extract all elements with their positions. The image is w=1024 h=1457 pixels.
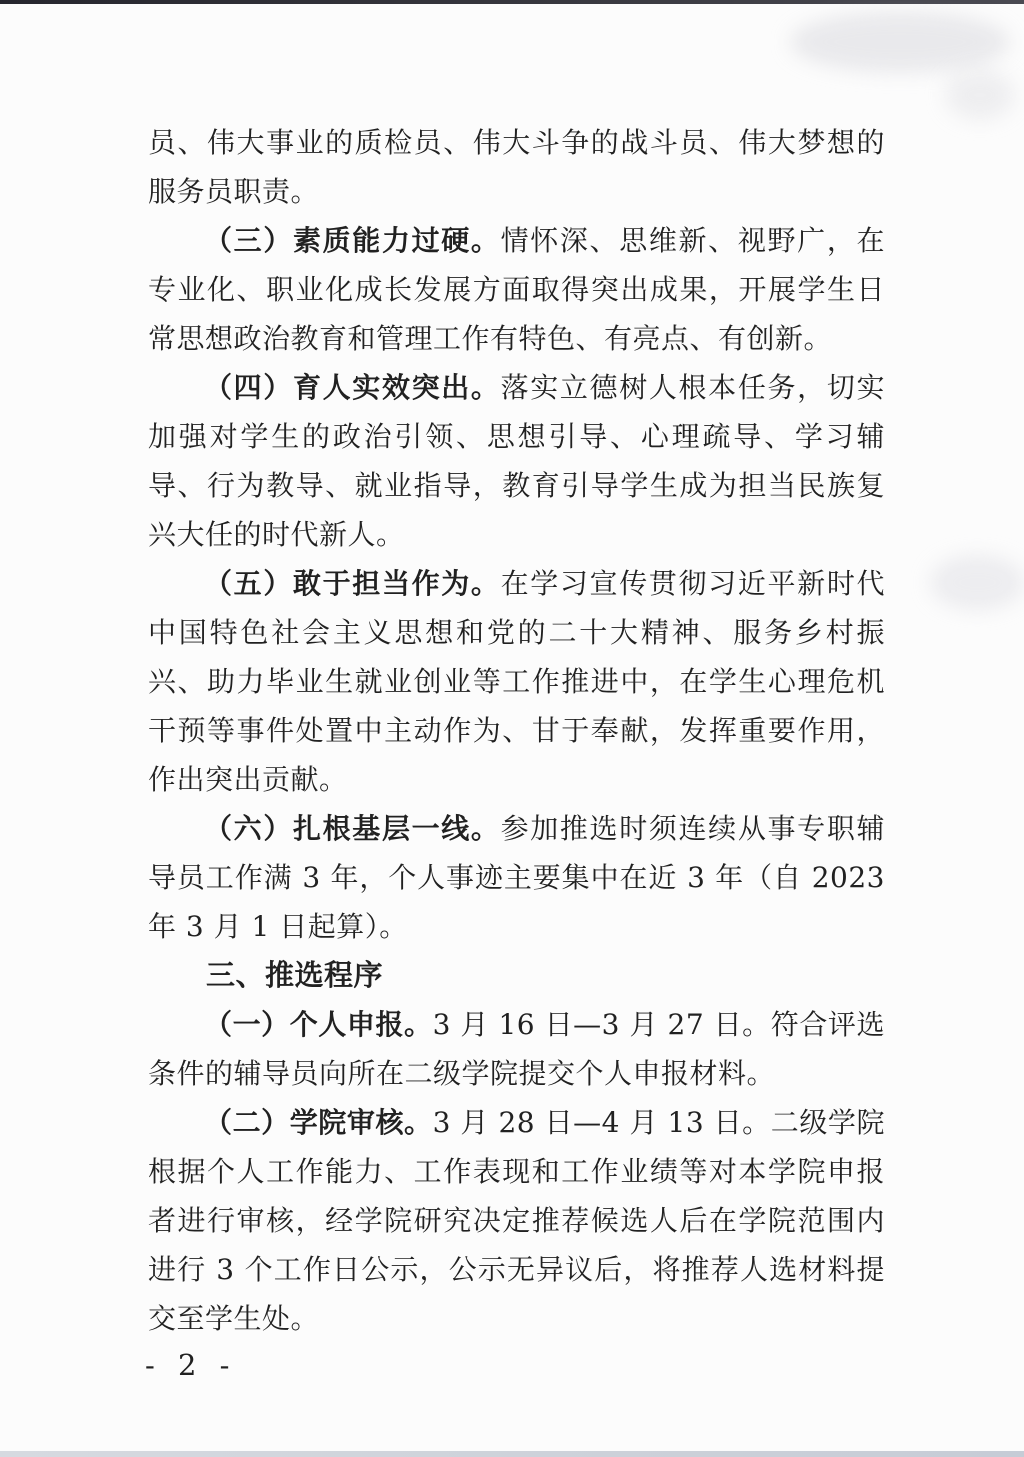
paragraph: （一）个人申报。3 月 16 日—3 月 27 日。符合评选条件的辅导员向所在二级学院提交个人申报材料。: [148, 1008, 885, 1090]
paragraph-lead: （六）扎根基层一线。: [204, 812, 501, 845]
paragraph-lead: （三）素质能力过硬。: [204, 224, 501, 257]
page-number: - 2 -: [145, 1348, 237, 1382]
paragraph: （三）素质能力过硬。情怀深、思维新、视野广，在专业化、职业化成长发展方面取得突出成果，开展学生日常思想政治教育和管理工作有特色、有亮点、有创新。: [148, 224, 885, 355]
scan-smudge: [930, 555, 1024, 610]
paragraph-lead: （一）个人申报。: [204, 1008, 433, 1041]
document-text-block: [148, 118, 885, 1343]
paragraph: 员、伟大事业的质检员、伟大斗争的战斗员、伟大梦想的服务员职责。: [148, 126, 885, 208]
scan-smudge: [790, 12, 1010, 72]
section-heading: 三、推选程序: [206, 958, 384, 992]
scan-bottom-edge-artifact: [0, 1451, 1024, 1457]
paragraph-lead: （四）育人实效突出。: [204, 371, 501, 404]
paragraph: （二）学院审核。3 月 28 日—4 月 13 日。二级学院根据个人工作能力、工作表现和工作业绩等对本学院申报者进行审核，经学院研究决定推荐候选人后在学院范围内进行 3 个工作日公示，公示无异议后，将推荐人选材料提交至学生处。: [148, 1106, 885, 1335]
paragraph-lead: （五）敢于担当作为。: [204, 567, 501, 600]
paragraph-lead: （二）学院审核。: [204, 1106, 433, 1139]
paragraph: （四）育人实效突出。落实立德树人根本任务，切实加强对学生的政治引领、思想引导、心理疏导、学习辅导、行为教导、就业指导，教育引导学生成为担当民族复兴大任的时代新人。: [148, 371, 885, 551]
scan-top-edge-artifact: [0, 0, 1024, 4]
scan-smudge: [945, 70, 1015, 120]
paragraph: （六）扎根基层一线。参加推选时须连续从事专职辅导员工作满 3 年，个人事迹主要集中在近 3 年（自 2023 年 3 月 1 日起算）。: [148, 812, 885, 943]
paragraph: （五）敢于担当作为。在学习宣传贯彻习近平新时代中国特色社会主义思想和党的二十大精神、服务乡村振兴、助力毕业生就业创业等工作推进中，在学生心理危机干预等事件处置中主动作为、甘于奉献，发挥重要作用，作出突出贡献。: [148, 567, 885, 796]
